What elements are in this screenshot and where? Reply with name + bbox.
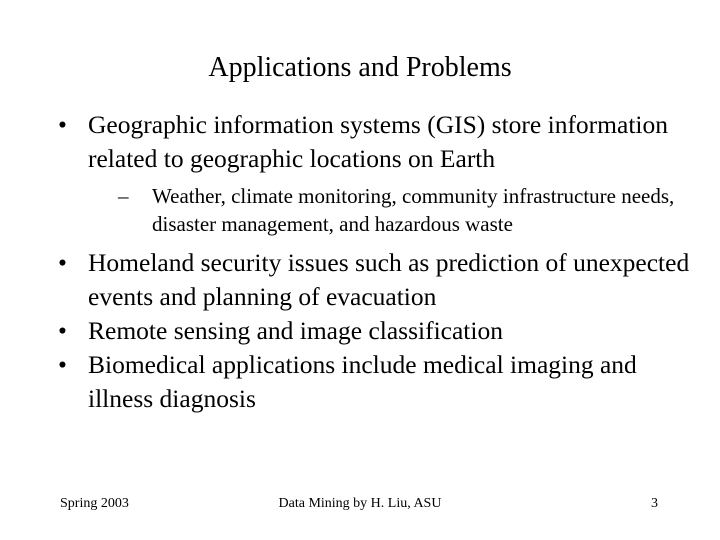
bullet-item bbox=[58, 314, 708, 348]
bullet-mark: • bbox=[58, 350, 67, 379]
sub-bullet-text: Weather, climate monitoring, community infrastructure needs, disaster management, and hazardous waste bbox=[152, 184, 675, 236]
slide-title: Applications and Problems bbox=[208, 52, 512, 83]
bullet-text: Geographic information systems (GIS) store information related to geographic locations on Earth bbox=[88, 110, 669, 173]
bullet-item bbox=[58, 246, 708, 314]
slide-body bbox=[58, 108, 708, 416]
bullet-item bbox=[58, 108, 708, 176]
bullet-text: Homeland security issues such as prediction of unexpected events and planning of evacuation bbox=[88, 248, 690, 311]
sub-bullet-mark: – bbox=[118, 184, 129, 208]
sub-bullet-item bbox=[118, 182, 708, 238]
footer-date: Spring 2003 bbox=[60, 496, 129, 511]
bullet-text: Biomedical applications include medical imaging and illness diagnosis bbox=[88, 350, 637, 413]
bullet-text: Remote sensing and image classification bbox=[88, 316, 503, 345]
page-number: 3 bbox=[651, 496, 658, 511]
bullet-mark: • bbox=[58, 248, 67, 277]
bullet-mark: • bbox=[58, 316, 67, 345]
bullet-item bbox=[58, 348, 708, 416]
bullet-mark: • bbox=[58, 110, 67, 139]
footer-course: Data Mining by H. Liu, ASU bbox=[278, 496, 442, 511]
